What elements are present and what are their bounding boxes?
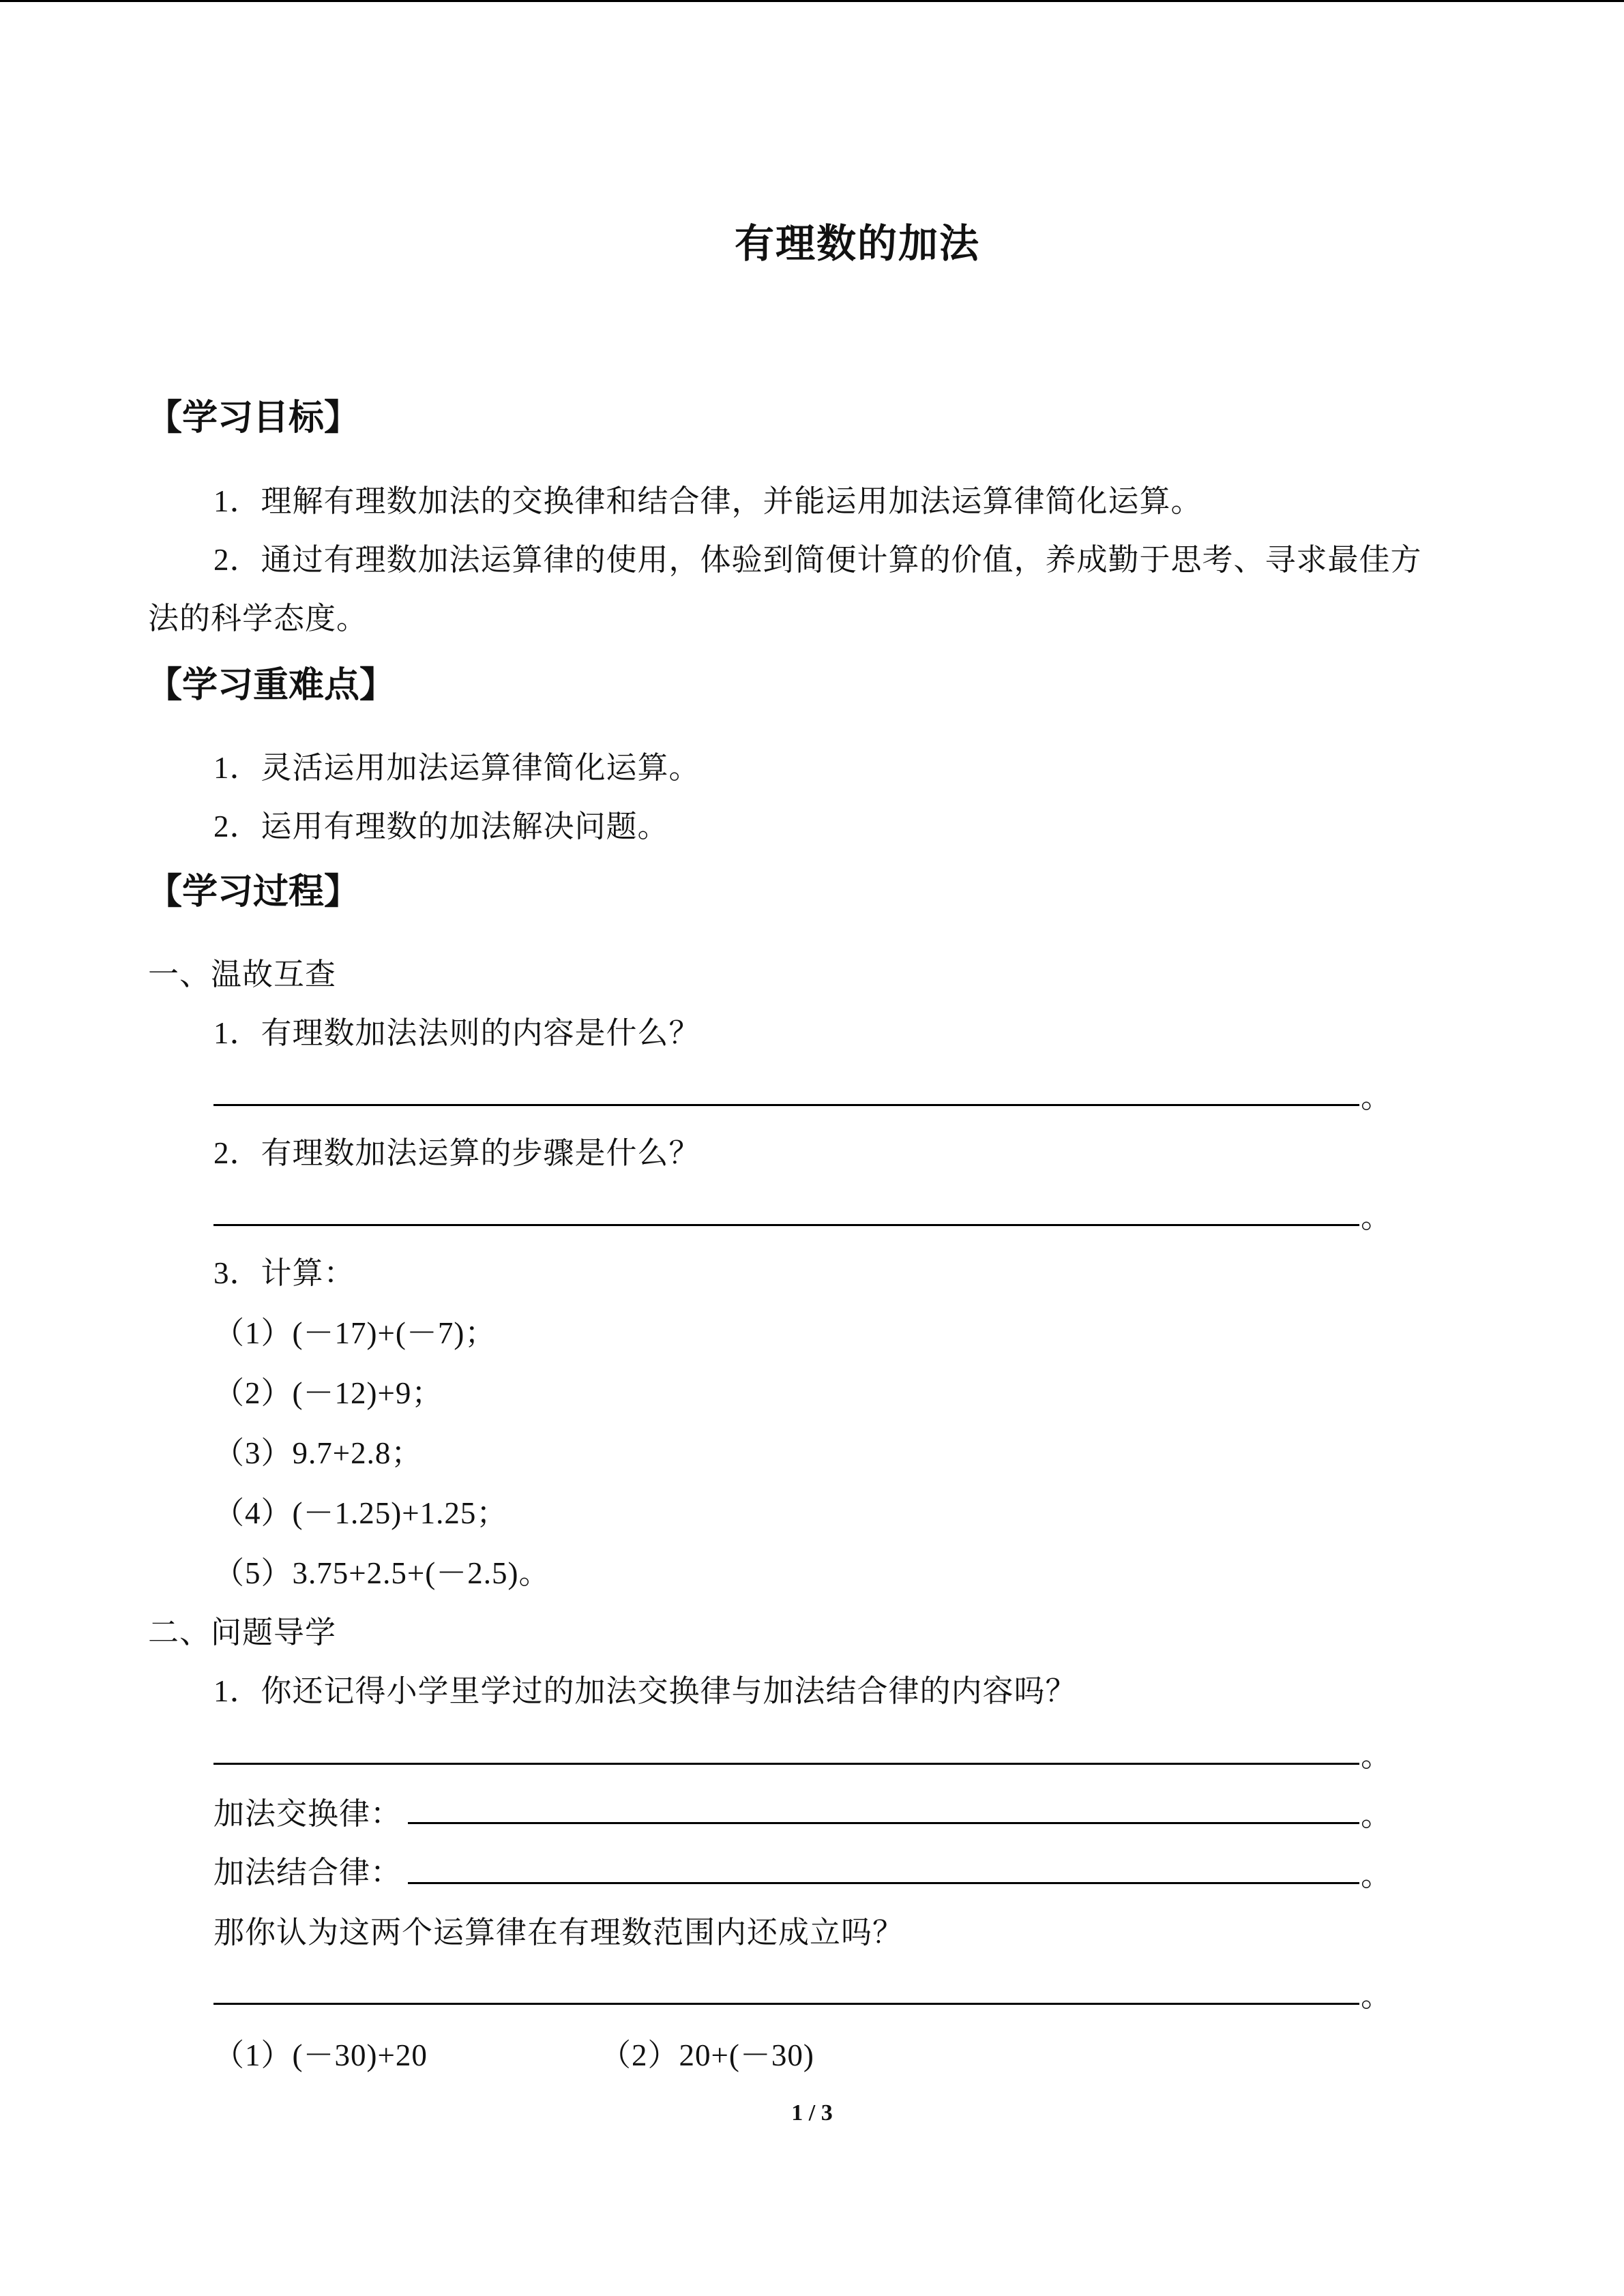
key-point-1: 1．灵活运用加法运算律简化运算。	[213, 751, 700, 785]
answer-line-4[interactable]	[213, 2003, 1359, 2005]
answer-line-1[interactable]	[213, 1104, 1359, 1106]
part1-title: 一、温故互查	[148, 957, 337, 992]
example-1: （1）(－30)+20	[213, 2038, 428, 2072]
part2-title: 二、问题导学	[148, 1615, 337, 1650]
example-2: （2）20+(－30)	[600, 2038, 814, 2072]
period: 。	[1361, 1979, 1392, 2013]
calc-item-4: （4）(－1.25)+1.25；	[213, 1496, 508, 1530]
review-question-3: 3．计算：	[213, 1256, 355, 1290]
page-title: 有理数的加法	[734, 220, 980, 267]
section-heading-goals: 【学习目标】	[147, 398, 360, 438]
key-point-2: 2．运用有理数的加法解决问题。	[213, 809, 669, 844]
top-border	[0, 0, 1624, 2]
associative-answer-line[interactable]	[408, 1882, 1359, 1884]
associative-label: 加法结合律：	[213, 1855, 402, 1890]
commutative-label: 加法交换律：	[213, 1797, 402, 1831]
section-heading-process: 【学习过程】	[147, 871, 360, 912]
goal-item-2: 2．通过有理数加法运算律的使用，体验到简便计算的价值，养成勤于思考、寻求最佳方	[213, 543, 1422, 577]
period: 。	[1361, 1798, 1392, 1832]
commutative-answer-line[interactable]	[408, 1822, 1359, 1824]
review-question-1: 1．有理数加法法则的内容是什么？	[213, 1016, 700, 1050]
period: 。	[1361, 1858, 1392, 1892]
goal-item-1: 1．理解有理数加法的交换律和结合律，并能运用加法运算律简化运算。	[213, 484, 1202, 518]
period: 。	[1361, 1080, 1392, 1114]
calc-item-5: （5）3.75+2.5+(－2.5)。	[213, 1556, 550, 1590]
period: 。	[1361, 1739, 1392, 1773]
calc-item-2: （2）(－12)+9；	[213, 1376, 443, 1410]
guide-question-1: 1．你还记得小学里学过的加法交换律与加法结合律的内容吗？	[213, 1674, 1077, 1708]
period: 。	[1361, 1200, 1392, 1234]
answer-line-3[interactable]	[213, 1763, 1359, 1765]
calc-item-3: （3）9.7+2.8；	[213, 1436, 423, 1470]
answer-line-2[interactable]	[213, 1224, 1359, 1226]
follow-up-question: 那你认为这两个运算律在有理数范围内还成立吗？	[213, 1915, 904, 1950]
review-question-2: 2．有理数加法运算的步骤是什么？	[213, 1136, 700, 1170]
goal-item-2-cont: 法的科学态度。	[148, 601, 368, 636]
calc-item-1: （1）(－17)+(－7)；	[213, 1316, 497, 1350]
section-heading-key-points: 【学习重难点】	[147, 665, 396, 706]
page-number: 1 / 3	[791, 2100, 833, 2126]
